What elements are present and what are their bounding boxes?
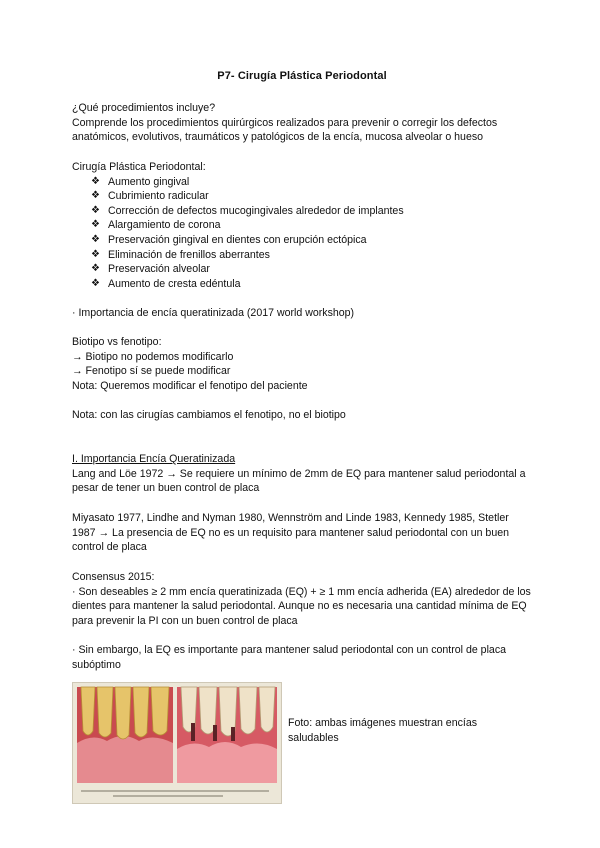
list-item: ❖ Cubrimiento radicular	[91, 190, 209, 203]
section-heading: I. Importancia Encía Queratinizada	[72, 453, 236, 465]
list-item: ❖ Aumento gingival	[91, 175, 190, 188]
diamond-bullet-icon: ❖	[91, 204, 100, 216]
biotipo-note: Nota: Queremos modificar el fenotipo del paciente	[72, 379, 308, 392]
diamond-bullet-icon: ❖	[91, 175, 100, 187]
consensus-block	[72, 570, 532, 628]
list-item: ❖ Corrección de defectos mucogingivales alrededor de implantes	[91, 204, 404, 217]
biotipo-line: → Biotipo no podemos modificarlo	[72, 350, 234, 363]
section-importance	[72, 452, 532, 496]
list-item: ❖ Eliminación de frenillos aberrantes	[91, 248, 270, 261]
biotipo-block	[72, 335, 532, 393]
consensus-text: · Son deseables ≥ 2 mm encía queratinizada (EQ) + ≥ 1 mm encía adherida (EA) alrededor de los dientes para mantener la salud periodontal. Aunque no es necesaria una cantidad mínima de EQ para prevenir la PI con un buen control de placa	[72, 585, 531, 627]
diamond-bullet-icon: ❖	[91, 277, 100, 289]
teeth-illustration	[73, 683, 281, 803]
diamond-bullet-icon: ❖	[91, 263, 100, 275]
diamond-bullet-icon: ❖	[91, 190, 100, 202]
consensus-heading: Consensus 2015:	[72, 571, 155, 583]
list-item: ❖ Aumento de cresta edéntula	[91, 277, 241, 290]
cpp-heading: Cirugía Plástica Periodontal:	[72, 161, 206, 173]
procedures-question-block	[72, 101, 532, 145]
sin-embargo-paragraph: · Sin embargo, la EQ es importante para mantener salud periodontal con un control de placa subóptimo	[72, 644, 507, 671]
list-item: ❖ Alargamiento de corona	[91, 219, 221, 232]
diamond-bullet-icon: ❖	[91, 219, 100, 231]
list-item: ❖ Preservación gingival en dientes con erupción ectópica	[91, 233, 367, 246]
list-item: ❖ Preservación alveolar	[91, 263, 210, 276]
diamond-bullet-icon: ❖	[91, 233, 100, 245]
lang-loe-paragraph: Lang and Löe 1972 → Se requiere un mínimo de 2mm de EQ para mantener salud periodontal a pesar de tener un buen control de placa	[72, 467, 526, 495]
second-note: Nota: con las cirugías cambiamos el fenotipo, no el biotipo	[72, 409, 346, 421]
gingiva-photo	[72, 682, 282, 804]
diamond-bullet-icon: ❖	[91, 248, 100, 260]
cpp-block	[72, 160, 532, 291]
importance-line: · Importancia de encía queratinizada (2017 world workshop)	[72, 307, 355, 319]
fenotipo-line: → Fenotipo sí se puede modificar	[72, 365, 231, 378]
miyasato-paragraph: Miyasato 1977, Lindhe and Nyman 1980, Wennström and Linde 1983, Kennedy 1985, Stetler 1987 → La presencia de EQ no es un requisito para mantener salud periodontal con un buen control de placa	[72, 512, 509, 554]
photo-caption: Foto: ambas imágenes muestran encías saludables	[288, 717, 478, 744]
question-answer: Comprende los procedimientos quirúrgicos realizados para prevenir o corregir los defectos anatómicos, evolutivos, traumáticos y patológicos de la encía, mucosa alveolar o hueso	[72, 116, 498, 144]
question-heading: ¿Qué procedimientos incluye?	[72, 102, 216, 114]
page-title: P7- Cirugía Plástica Periodontal	[217, 70, 387, 82]
procedures-list	[72, 175, 532, 292]
biotipo-heading: Biotipo vs fenotipo:	[72, 336, 162, 348]
